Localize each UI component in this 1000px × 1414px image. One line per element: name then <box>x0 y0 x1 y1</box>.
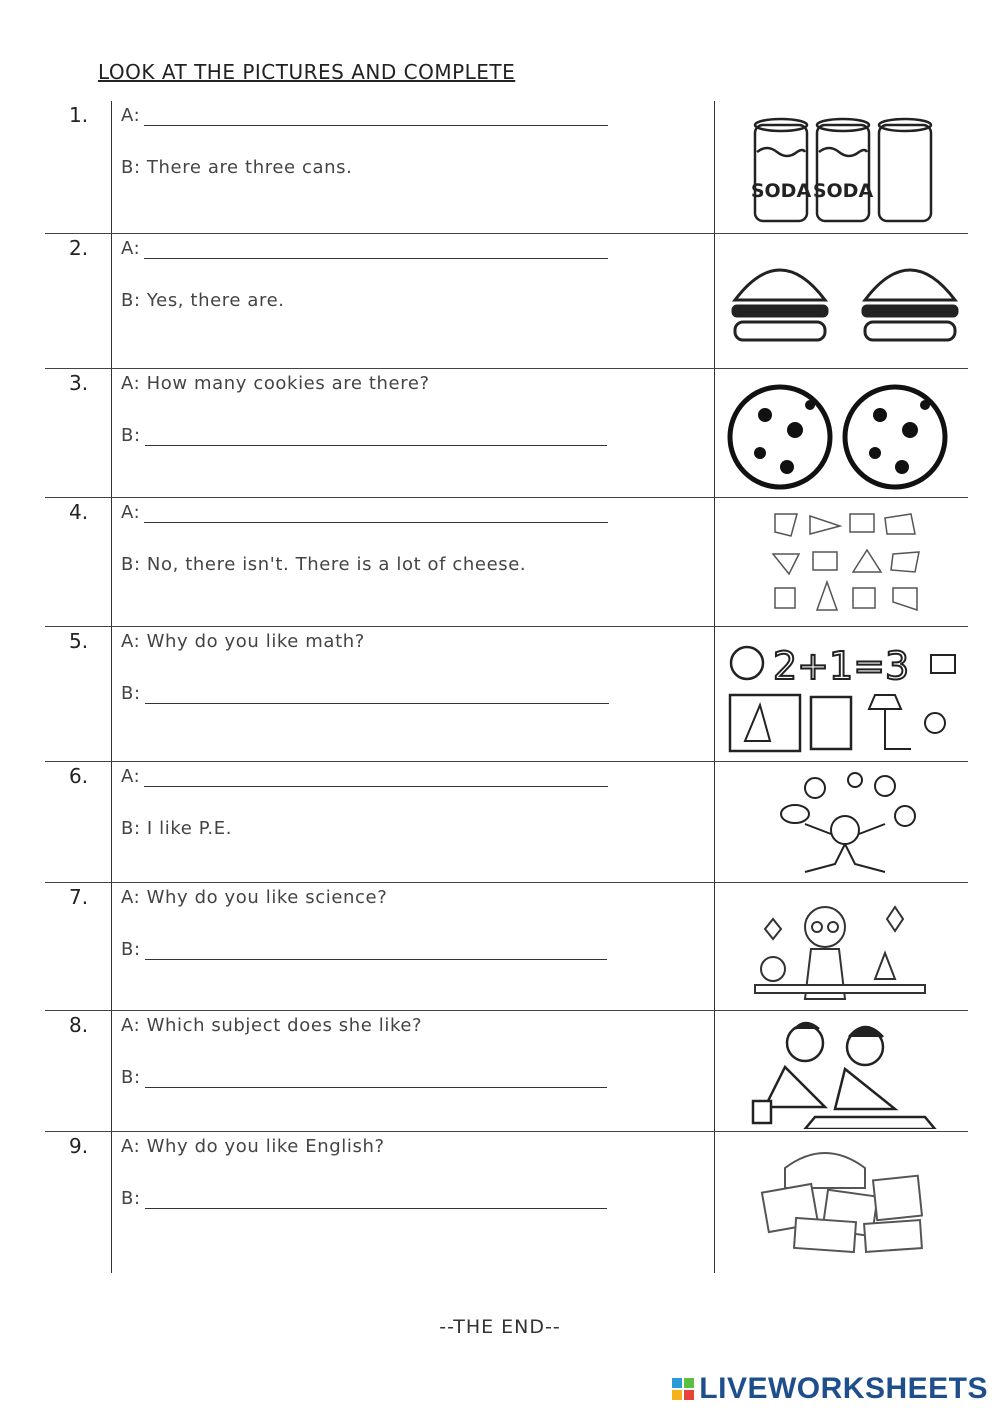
cookies-picture <box>725 375 965 495</box>
exercise-row-7 <box>45 883 968 1011</box>
soda-label-2: SODA <box>812 180 874 202</box>
english-books-picture <box>725 1138 965 1258</box>
answer-b: B: <box>121 683 609 704</box>
exercise-row-6 <box>45 762 968 883</box>
row-number: 2. <box>69 236 89 260</box>
question-a: A: Which subject does she like? <box>121 1015 423 1036</box>
soda-cans-picture <box>725 107 965 227</box>
answer-b: B: <box>121 1188 607 1209</box>
worksheet-title: LOOK AT THE PICTURES AND COMPLETE <box>98 60 516 84</box>
question-a: A: Why do you like math? <box>121 631 365 652</box>
question-a: A: Why do you like science? <box>121 887 388 908</box>
row-number: 8. <box>69 1013 89 1037</box>
row-number: 5. <box>69 629 89 653</box>
answer-b: B: No, there isn't. There is a lot of cheese. <box>121 554 527 575</box>
exercise-row-5 <box>45 627 968 762</box>
row-number: 7. <box>69 885 89 909</box>
answer-b: B: <box>121 939 607 960</box>
exercise-row-3 <box>45 369 968 498</box>
question-a: A: Why do you like English? <box>121 1136 385 1157</box>
liveworksheets-brand[interactable] <box>671 1372 988 1406</box>
art-picture <box>725 1017 965 1129</box>
answer-blank-b[interactable] <box>145 427 607 446</box>
question-a: A: How many cookies are there? <box>121 373 430 394</box>
answer-blank-a[interactable] <box>144 768 608 787</box>
math-equation: 2+1=3 <box>773 644 910 688</box>
answer-b: B: <box>121 1067 607 1088</box>
answer-blank-a[interactable] <box>144 240 608 259</box>
answer-b: B: Yes, there are. <box>121 290 285 311</box>
science-picture <box>725 889 965 1007</box>
row-number: 4. <box>69 500 89 524</box>
row-number: 1. <box>69 103 89 127</box>
exercise-table <box>45 101 968 1273</box>
pe-picture <box>725 768 965 880</box>
exercise-row-4 <box>45 498 968 627</box>
answer-blank-b[interactable] <box>145 941 607 960</box>
soda-label-1: SODA <box>750 180 812 202</box>
end-text: --THE END-- <box>439 1316 561 1338</box>
answer-blank-b[interactable] <box>145 1069 607 1088</box>
answer-b: B: I like P.E. <box>121 818 233 839</box>
cheese-picture <box>725 504 965 619</box>
question-a: A: <box>121 502 608 523</box>
question-a: A: <box>121 766 608 787</box>
answer-blank-a[interactable] <box>144 504 608 523</box>
row-number: 6. <box>69 764 89 788</box>
row-number: 3. <box>69 371 89 395</box>
answer-blank-a[interactable] <box>144 107 608 126</box>
answer-b: B: There are three cans. <box>121 157 353 178</box>
answer-blank-b[interactable] <box>145 685 609 704</box>
brand-name: LIVEWORKSHEETS <box>699 1372 988 1405</box>
liveworksheets-logo-icon <box>671 1377 695 1401</box>
question-a: A: <box>121 238 608 259</box>
exercise-row-1 <box>45 101 968 234</box>
question-a: A: <box>121 105 608 126</box>
burgers-picture <box>725 240 965 360</box>
exercise-row-2 <box>45 234 968 369</box>
answer-b: B: <box>121 425 607 446</box>
row-number: 9. <box>69 1134 89 1158</box>
exercise-row-8 <box>45 1011 968 1132</box>
math-picture <box>725 633 965 758</box>
exercise-row-9 <box>45 1132 968 1273</box>
answer-blank-b[interactable] <box>145 1190 607 1209</box>
